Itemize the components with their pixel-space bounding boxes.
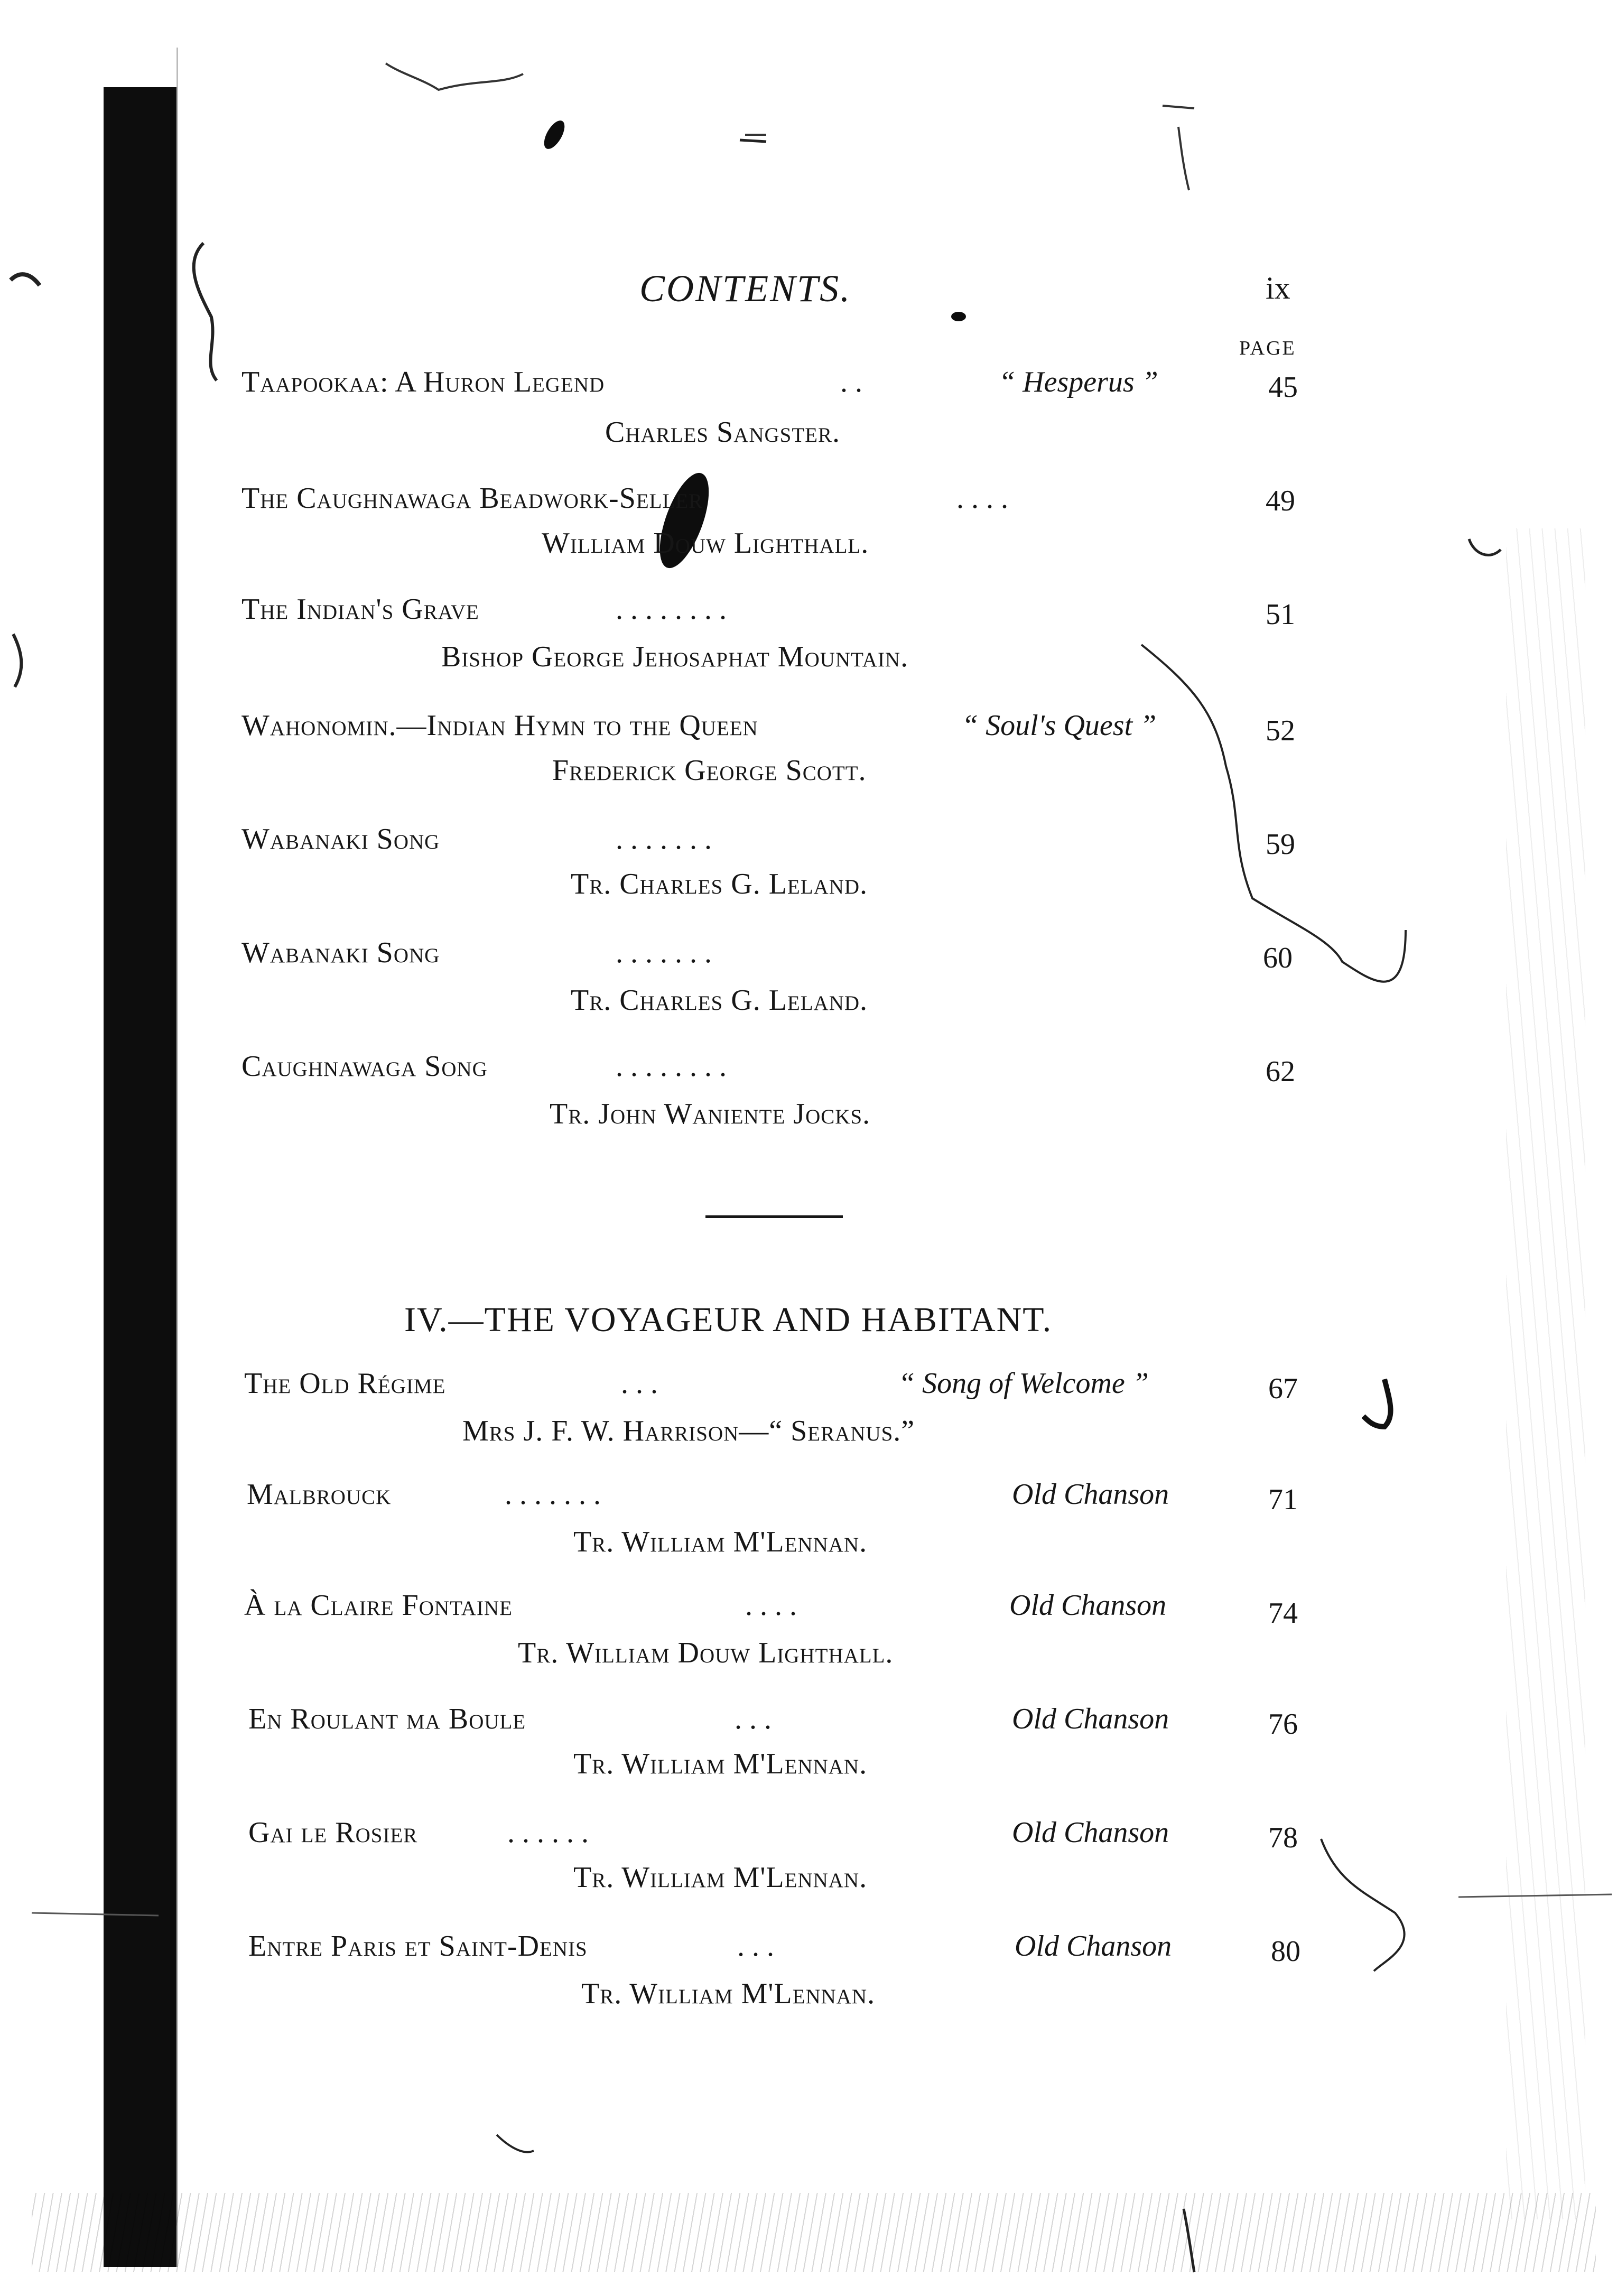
ink-blot — [951, 312, 966, 321]
entry-author: Tr. William Douw Lighthall. — [518, 1637, 894, 1669]
entry-title: Wabanaki Song — [241, 936, 440, 969]
entry-author: Charles Sangster. — [605, 416, 841, 449]
section-heading: IV.—THE VOYAGEUR AND HABITANT. — [404, 1300, 1053, 1339]
entry-note: Old Chanson — [1012, 1478, 1169, 1511]
entry-author: Tr. Charles G. Leland. — [571, 984, 868, 1017]
entry-title: À la Claire Fontaine — [244, 1589, 513, 1622]
entry-title: Wahonomin.—Indian Hymn to the Queen — [241, 709, 758, 742]
leader-dots: . . . . . . . . — [616, 1050, 727, 1083]
leader-dots: . . . — [737, 1930, 774, 1963]
entry-page: 59 — [1266, 828, 1295, 861]
entry-page: 45 — [1268, 371, 1298, 404]
entry-author: Tr. William M'Lennan. — [581, 1977, 876, 2010]
leader-dots: . . — [840, 366, 862, 398]
entry-title: Caughnawaga Song — [241, 1050, 488, 1083]
entry-author: Tr. William M'Lennan. — [573, 1747, 868, 1780]
leader-dots: . . . . . . . . — [616, 593, 727, 626]
entry-note: “ Song of Welcome ” — [898, 1367, 1149, 1400]
entry-author: William Douw Lighthall. — [542, 527, 869, 560]
entry-title: Gai le Rosier — [248, 1816, 418, 1849]
page-title: CONTENTS. — [639, 267, 852, 310]
entry-page: 80 — [1271, 1935, 1300, 1968]
entry-page: 74 — [1268, 1597, 1298, 1630]
entry-title: The Caughnawaga Beadwork-Seller — [241, 482, 703, 515]
folio-number: ix — [1266, 271, 1290, 305]
entry-title: Entre Paris et Saint-Denis — [248, 1930, 588, 1963]
leader-dots: . . . . . . . — [616, 936, 712, 969]
leader-dots: . . . . . . . — [616, 823, 712, 856]
entry-page: 62 — [1266, 1055, 1295, 1088]
entry-author: Tr. John Waniente Jocks. — [550, 1098, 871, 1130]
leader-dots: . . . . — [745, 1589, 797, 1622]
entry-page: 51 — [1266, 598, 1295, 631]
leader-dots: . . . — [621, 1367, 658, 1400]
section-divider — [705, 1215, 843, 1218]
entry-page: 52 — [1266, 714, 1295, 747]
entry-note: “ Hesperus ” — [999, 366, 1158, 398]
entry-title: Taapookaa: A Huron Legend — [241, 366, 605, 398]
entry-page: 76 — [1268, 1708, 1298, 1741]
entry-title: The Old Régime — [244, 1367, 446, 1400]
entry-note: Old Chanson — [1015, 1930, 1172, 1963]
leader-dots: . . . — [735, 1703, 772, 1735]
entry-page: 60 — [1263, 942, 1293, 974]
entry-author: Tr. William M'Lennan. — [573, 1526, 868, 1558]
entry-title: Wabanaki Song — [241, 823, 440, 856]
entry-note: “ Soul's Quest ” — [962, 709, 1157, 742]
entry-title: The Indian's Grave — [241, 593, 479, 626]
entry-page: 71 — [1268, 1483, 1298, 1516]
leader-dots: . . . . — [956, 482, 1008, 515]
entry-note: Old Chanson — [1012, 1816, 1169, 1849]
entry-page: 78 — [1268, 1821, 1298, 1854]
entry-note: Old Chanson — [1012, 1703, 1169, 1735]
entry-page: 67 — [1268, 1372, 1298, 1405]
entry-title: En Roulant ma Boule — [248, 1703, 526, 1735]
entry-author: Frederick George Scott. — [552, 754, 867, 787]
entry-page: 49 — [1266, 485, 1295, 517]
entry-note: Old Chanson — [1009, 1589, 1167, 1622]
entry-author: Tr. William M'Lennan. — [573, 1861, 868, 1894]
entry-author: Tr. Charles G. Leland. — [571, 868, 868, 900]
leader-dots: . . . . . . . — [505, 1478, 601, 1511]
entry-author: Mrs J. F. W. Harrison—“ Seranus.” — [462, 1415, 915, 1447]
entry-author: Bishop George Jehosaphat Mountain. — [441, 640, 909, 673]
page-column-label: PAGE — [1239, 337, 1296, 359]
leader-dots: . . . . . . — [507, 1816, 589, 1849]
entry-title: Malbrouck — [247, 1478, 392, 1511]
